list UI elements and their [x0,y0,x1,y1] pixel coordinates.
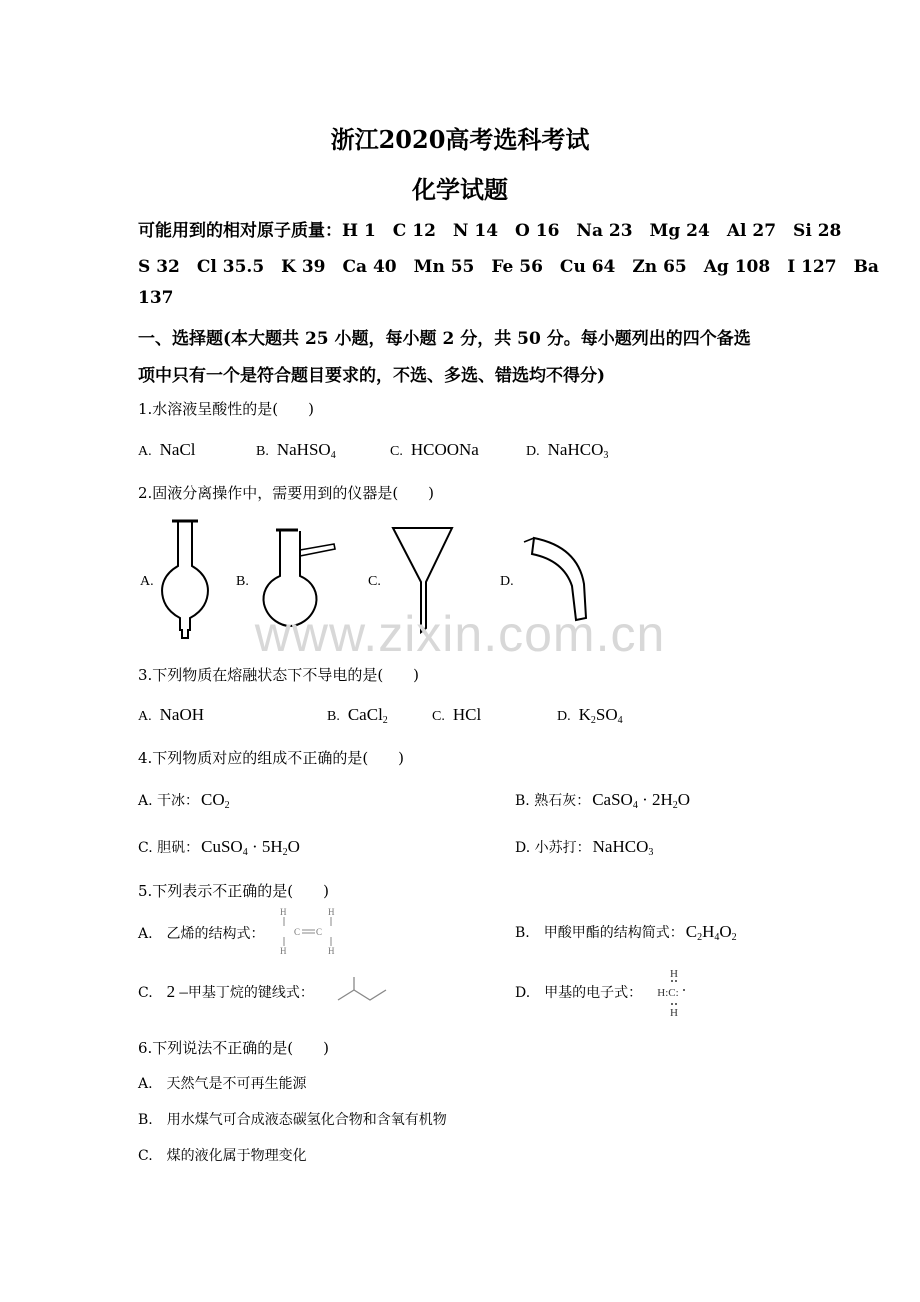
question-3-stem: 3.下列物质在熔融状态下不导电的是( ) [138,666,420,684]
q3-option-a: A. NaOH [138,705,205,724]
svg-text:H:C:: H:C: [657,987,679,999]
q6-option-a: A. 天然气是不可再生能源 [138,1076,307,1092]
q3-option-d: D. $K_2SO_4$ [557,705,623,726]
svg-text:H: H [280,907,287,917]
q5-option-b: B. 甲酸甲酯的结构简式： $C_2H_4O_2$ [515,922,737,943]
q4-option-a: A. 干冰： $CO_2$ [138,790,230,811]
svg-text:H: H [328,946,335,956]
q4-option-d: D. 小苏打： NaHCO$_3$ [515,837,654,858]
page-subtitle: 化学试题 [412,175,508,204]
q1-option-c: C. HCOONa [390,440,479,459]
section-heading-line-2: 项中只有一个是符合题目要求的，不选、多选、错选均不得分) [138,366,606,386]
q6-option-c: C. 煤的液化属于物理变化 [138,1148,307,1164]
q2-option-d-label: D. [500,574,514,589]
q1-option-a: A. NaCl [138,440,196,459]
atomic-masses-line-3: 137 [138,288,174,308]
methyl-electron-formula-icon [654,966,694,1018]
svg-text:H: H [328,907,335,917]
page-title: 浙江2020高考选科考试 [330,125,590,154]
atomic-masses-line-2: S 32 Cl 35.5 K 39 Ca 40 Mn 55 Fe 56 Cu 64 Zn 65 Ag 108 I 127 Ba [138,257,879,277]
q4-option-c: C. 胆矾： CuSO$_4$ · $5H_2O$ [138,837,300,858]
watermark: www.zixin.com.cn [254,606,666,662]
svg-text:H: H [670,1007,678,1019]
section-heading-line-1: 一、选择题(本大题共 25 小题，每小题 2 分，共 50 分。每小题列出的四个备选 [138,329,751,349]
q1-option-b: B. NaHSO$_4$ [256,440,336,461]
methylbutane-skeletal-icon [336,976,390,1006]
q3-option-c: C. HCl [432,705,482,724]
question-2-stem: 2.固液分离操作中，需要用到的仪器是( ) [138,484,435,502]
q3-option-b: B. CaCl$_2$ [327,705,388,726]
svg-text:H: H [670,968,678,980]
question-5-stem: 5.下列表示不正确的是( ) [138,882,330,900]
q4-option-b: B. 熟石灰： CaSO$_4$ · $2H_2O$ [515,790,691,811]
q2-option-b-label: B. [236,574,249,589]
q5-option-c: C. 2 –甲基丁烷的键线式： [138,982,314,1001]
q1-option-d: D. NaHCO$_3$ [526,440,609,461]
question-1-stem: 1.水溶液呈酸性的是( ) [138,400,315,418]
q5-option-a-label: A. 乙烯的结构式： [138,926,265,942]
svg-text:C: C [316,927,323,937]
q2-option-c-label: C. [368,574,381,589]
q6-option-b: B. 用水煤气可合成液态碳氢化合物和含氧有机物 [138,1112,447,1128]
ethylene-structure-icon [276,906,346,956]
q2-option-a-label: A. [140,574,154,589]
question-6-stem: 6.下列说法不正确的是( ) [138,1039,330,1057]
q5-option-d-label: D. 甲基的电子式： [515,985,643,1001]
svg-text:C: C [294,927,301,937]
question-4-stem: 4.下列物质对应的组成不正确的是( ) [138,749,405,767]
atomic-masses-line-1: 可能用到的相对原子质量：H 1 C 12 N 14 O 16 Na 23 Mg 24 Al 27 Si 28 [138,221,842,241]
svg-text:H: H [280,946,287,956]
